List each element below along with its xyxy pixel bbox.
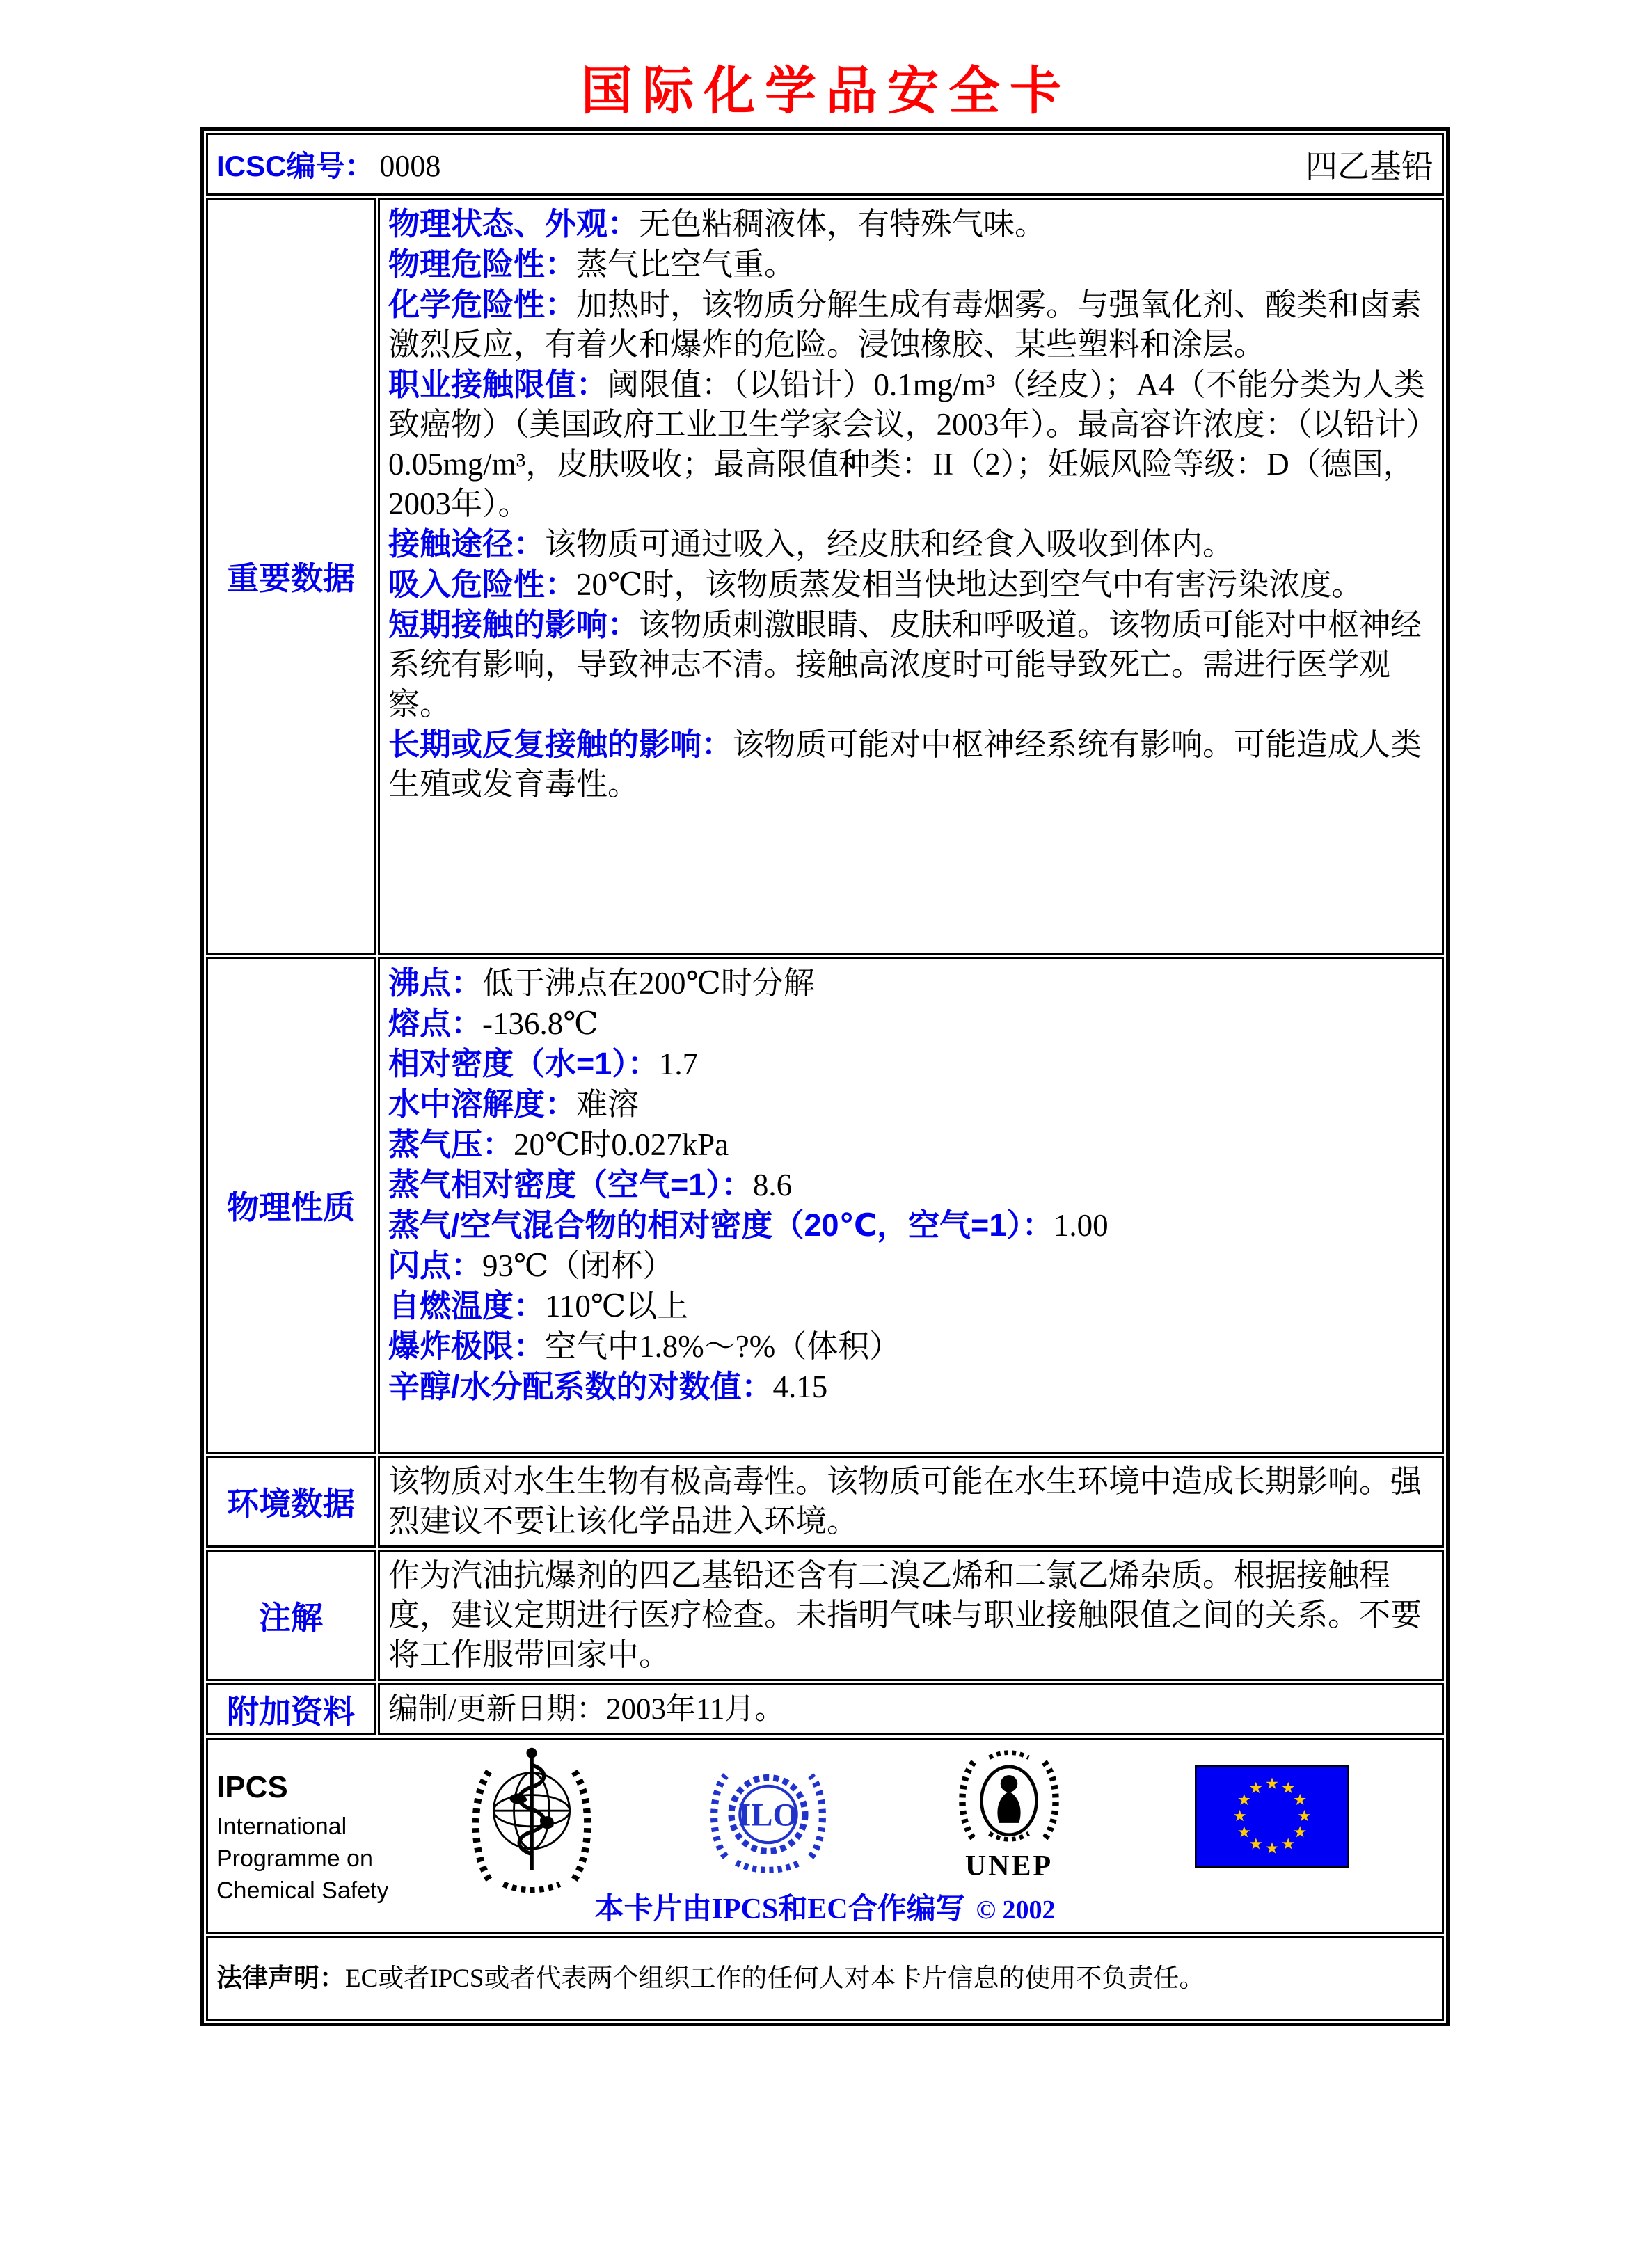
long-term-effects-line bbox=[388, 724, 1433, 804]
unep-logo-block bbox=[944, 1749, 1074, 1883]
long-term-effects-value: 该物质可能对中枢神经系统有影响。可能造成人类生殖或发育毒性。 bbox=[388, 727, 1422, 802]
boiling-point-value: 低于沸点在200℃时分解 bbox=[482, 966, 815, 1001]
flash-point-value: 93℃（闭杯） bbox=[482, 1248, 674, 1283]
important-data-content bbox=[378, 198, 1444, 955]
autoignition-temperature-line bbox=[388, 1286, 1433, 1326]
vapour-relative-density-label: 蒸气相对密度（空气=1）： bbox=[388, 1167, 753, 1202]
additional-information-text: 编制/更新日期：2003年11月。 bbox=[388, 1693, 785, 1726]
icsc-number-value: 0008 bbox=[379, 149, 441, 183]
octanol-water-logp-line bbox=[388, 1367, 1433, 1407]
physical-state-line bbox=[388, 204, 1433, 244]
vapour-air-mixture-density-line bbox=[388, 1205, 1433, 1246]
ipcs-subtitle-line-2: Programme on bbox=[216, 1845, 373, 1872]
ipcs-title: IPCS bbox=[216, 1770, 288, 1804]
legal-line bbox=[216, 1962, 1433, 1995]
environmental-data-row bbox=[206, 1456, 1444, 1548]
vapour-pressure-line bbox=[388, 1124, 1433, 1165]
ilo-logo bbox=[704, 1758, 833, 1875]
explosive-limits-line bbox=[388, 1326, 1433, 1367]
notes-text: 作为汽油抗爆剂的四乙基铅还含有二溴乙烯和二氯乙烯杂质。根据接触程度，建议定期进行医疗检查。未指明气味与职业接触限值之间的关系。不要将工作服带回家中。 bbox=[388, 1558, 1422, 1672]
physical-properties-row bbox=[206, 957, 1444, 1454]
physical-hazards-label: 物理危险性： bbox=[388, 246, 577, 282]
physical-state-value: 无色粘稠液体，有特殊气味。 bbox=[639, 207, 1047, 241]
additional-information-row bbox=[206, 1683, 1444, 1735]
relative-density-label: 相对密度（水=1）： bbox=[388, 1046, 659, 1081]
explosive-limits-label: 爆炸极限： bbox=[388, 1328, 546, 1364]
melting-point-label: 熔点： bbox=[388, 1005, 483, 1041]
icsc-number-group bbox=[216, 143, 440, 185]
boiling-point-label: 沸点： bbox=[388, 965, 483, 1001]
melting-point-value: -136.8℃ bbox=[482, 1006, 598, 1041]
notes-content bbox=[378, 1550, 1444, 1681]
ipcs-subtitle-line-3: Chemical Safety bbox=[216, 1877, 389, 1904]
svg-text:ILO: ILO bbox=[738, 1797, 798, 1834]
vapour-relative-density-line bbox=[388, 1165, 1433, 1205]
short-term-effects-line bbox=[388, 605, 1433, 724]
explosive-limits-value: 空气中1.8%～?%（体积） bbox=[545, 1329, 901, 1364]
octanol-water-logp-value: 4.15 bbox=[772, 1369, 828, 1404]
physical-properties-section-label: 物理性质 bbox=[206, 957, 376, 1454]
who-logo bbox=[467, 1745, 596, 1893]
legal-text: EC或者IPCS或者代表两个组织工作的任何人对本卡片信息的使用不负责任。 bbox=[345, 1964, 1205, 1993]
inhalation-risk-value: 20℃时，该物质蒸发相当快地达到空气中有害污染浓度。 bbox=[576, 567, 1363, 602]
occupational-exposure-limits-label: 职业接触限值： bbox=[388, 367, 608, 402]
water-solubility-label: 水中溶解度： bbox=[388, 1086, 577, 1122]
environmental-data-text: 该物质对水生生物有极高毒性。该物质可能在水生环境中造成长期影响。强烈建议不要让该化学品进入环境。 bbox=[388, 1464, 1422, 1539]
logos-cell bbox=[206, 1738, 1444, 1934]
legal-row bbox=[206, 1936, 1444, 2021]
physical-properties-content bbox=[378, 957, 1444, 1454]
important-data-row bbox=[206, 198, 1444, 955]
header-cell bbox=[206, 133, 1444, 196]
occupational-exposure-limits-value: 阈限值：（以铅计）0.1mg/m³（经皮）；A4（不能分类为人类致癌物）（美国政府工业卫生学家会议，2003年）。最高容许浓度：（以铅计）0.05mg/m³，皮肤吸收；最高限值种类：II（2）；妊娠风险等级：D（德国，2003年）。 bbox=[388, 367, 1425, 521]
vapour-relative-density-value: 8.6 bbox=[752, 1168, 793, 1202]
header-row bbox=[206, 133, 1444, 196]
boiling-point-line bbox=[388, 963, 1433, 1003]
routes-of-exposure-value: 该物质可通过吸入，经皮肤和经食入吸收到体内。 bbox=[545, 527, 1234, 562]
autoignition-temperature-label: 自燃温度： bbox=[388, 1288, 546, 1323]
page-title: 国际化学品安全卡 bbox=[581, 63, 1071, 120]
chemical-name: 四乙基铅 bbox=[1305, 149, 1433, 184]
unep-caption: UNEP bbox=[964, 1850, 1054, 1882]
physical-hazards-line bbox=[388, 244, 1433, 285]
unep-logo bbox=[953, 1749, 1065, 1848]
short-term-effects-label: 短期接触的影响： bbox=[388, 607, 640, 642]
additional-information-content bbox=[378, 1683, 1444, 1735]
occupational-exposure-limits-line bbox=[388, 365, 1433, 524]
logos-row bbox=[206, 1738, 1444, 1934]
icsc-number-label: ICSC编号： bbox=[216, 150, 374, 182]
flash-point-line bbox=[388, 1246, 1433, 1286]
autoignition-temperature-value: 110℃以上 bbox=[545, 1289, 689, 1323]
physical-hazards-value: 蒸气比空气重。 bbox=[576, 247, 796, 282]
chemical-hazards-line bbox=[388, 285, 1433, 365]
routes-of-exposure-label: 接触途径： bbox=[388, 526, 546, 562]
important-data-section-label: 重要数据 bbox=[206, 198, 376, 955]
copyright-text: 本卡片由IPCS和EC合作编写 bbox=[594, 1893, 965, 1925]
ipcs-subtitle-line-1: International bbox=[216, 1813, 347, 1840]
inhalation-risk-label: 吸入危险性： bbox=[388, 566, 577, 602]
inhalation-risk-line bbox=[388, 564, 1433, 605]
notes-section-label: 注解 bbox=[206, 1550, 376, 1681]
vapour-pressure-value: 20℃时0.027kPa bbox=[514, 1127, 729, 1162]
chemical-hazards-label: 化学危险性： bbox=[388, 287, 577, 322]
additional-information-section-label: 附加资料 bbox=[206, 1683, 376, 1735]
chemical-hazards-value: 加热时，该物质分解生成有毒烟雾。与强氧化剂、酸类和卤素激烈反应，有着火和爆炸的危险。浸蚀橡胶、某些塑料和涂层。 bbox=[388, 287, 1422, 362]
octanol-water-logp-label: 辛醇/水分配系数的对数值： bbox=[388, 1369, 773, 1404]
copyright-line bbox=[208, 1886, 1442, 1927]
eu-flag bbox=[1195, 1765, 1349, 1868]
vapour-pressure-label: 蒸气压： bbox=[388, 1127, 514, 1162]
melting-point-line bbox=[388, 1003, 1433, 1044]
relative-density-value: 1.7 bbox=[658, 1047, 699, 1081]
flash-point-label: 闪点： bbox=[388, 1248, 483, 1283]
vapour-air-mixture-density-label: 蒸气/空气混合物的相对密度（20℃，空气=1）： bbox=[388, 1207, 1054, 1243]
vapour-air-mixture-density-value: 1.00 bbox=[1053, 1208, 1109, 1243]
relative-density-line bbox=[388, 1044, 1433, 1084]
short-term-effects-value: 该物质刺激眼睛、皮肤和呼吸道。该物质可能对中枢神经系统有影响，导致神志不清。接触高浓度时可能导致死亡。需进行医学观察。 bbox=[388, 607, 1422, 722]
notes-row bbox=[206, 1550, 1444, 1681]
environmental-data-section-label: 环境数据 bbox=[206, 1456, 376, 1548]
legal-label: 法律声明： bbox=[216, 1963, 345, 1992]
routes-of-exposure-line bbox=[388, 524, 1433, 564]
water-solubility-line bbox=[388, 1084, 1433, 1124]
environmental-data-content bbox=[378, 1456, 1444, 1548]
water-solubility-value: 难溶 bbox=[576, 1087, 640, 1122]
long-term-effects-label: 长期或反复接触的影响： bbox=[388, 726, 733, 762]
legal-cell bbox=[206, 1936, 1444, 2021]
physical-state-label: 物理状态、外观： bbox=[388, 206, 640, 241]
icsc-table bbox=[200, 127, 1450, 2026]
copyright-year: © 2002 bbox=[976, 1895, 1056, 1925]
